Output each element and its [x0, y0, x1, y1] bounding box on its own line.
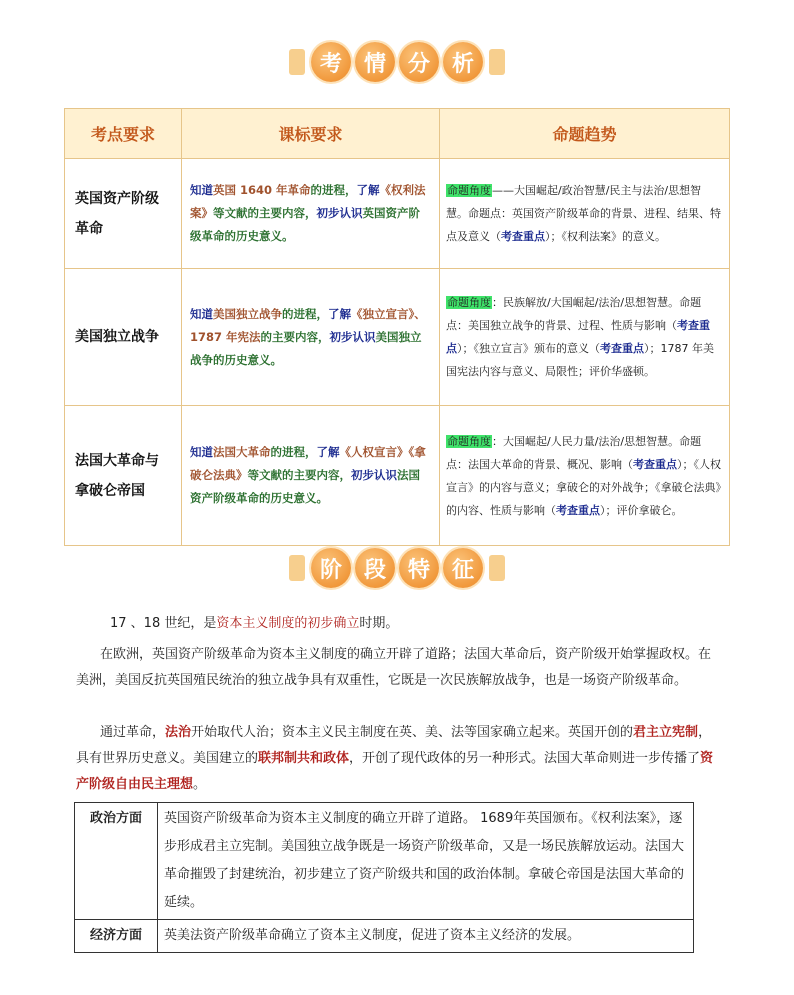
std-text: 了解 [316, 445, 340, 459]
key-point: 考查重点 [600, 342, 644, 355]
std-text: 了解 [356, 183, 380, 197]
row-body: 英国资产阶级革命为资本主义制度的确立开辟了道路。 1689年英国颁布。《权利法案》，逐步形成君主立宪制。美国独立战争既是一场资产阶级革命，又是一场民族解放运动。法国大革命摧毁了封建统治，初步建立了资产阶级共和国的政治体制。拿破仑帝国是法国大革命的延续。 [158, 803, 694, 920]
paragraph-1 [80, 611, 720, 637]
std-text: 知道 [190, 183, 213, 197]
text: 通过革命， [100, 725, 166, 740]
standard-cell [182, 269, 440, 406]
key-point: 考查重点 [556, 503, 600, 517]
std-text: 知道 [190, 445, 213, 459]
trend-text: ）；《独立宣言》颁布的意义（ [457, 342, 600, 355]
text: ，开创了现代政体的另一种形式。法国大革命则进一步传播了 [349, 751, 701, 766]
std-text: 知道 [190, 306, 213, 321]
banner-char: 分 [399, 42, 439, 82]
std-text: 等文献的主要内容， [247, 468, 351, 482]
trend-text: ：大国崛起/人民力量/法治/思想智慧。命题点：法国大革命的背景、概况、影响（ [446, 434, 702, 471]
key-point: 考查重点 [633, 457, 677, 471]
table-row [65, 159, 730, 269]
std-text: 等文献的主要内容， [213, 206, 317, 220]
std-text: 《权利法案》 [190, 183, 426, 220]
text: 。 [193, 777, 207, 792]
std-text: 了解 [328, 306, 351, 321]
std-text: 初步认识 [329, 329, 376, 344]
banner-char: 析 [443, 42, 483, 82]
banner-char: 阶 [311, 548, 351, 588]
section-banner-analysis [0, 37, 794, 87]
summary-table [74, 802, 694, 953]
topic-cell: 美国独立战争 [65, 269, 182, 406]
banner-decoration [489, 49, 505, 75]
trend-text: ）；1787 年美国宪法内容与意义、局限性；评价华盛顿。 [446, 342, 714, 378]
header-trend: 命题趋势 [440, 109, 730, 159]
std-text: 美国独立战争的历史意义。 [190, 329, 422, 367]
table-row [65, 269, 730, 406]
tag-highlight: 命题角度 [447, 434, 491, 448]
std-text: 《人权宣言》《拿破仑法典》 [190, 445, 426, 482]
banner-decoration [489, 555, 505, 581]
std-text: 法国资产阶级革命的历史意义。 [190, 468, 420, 505]
trend-cell [440, 269, 730, 406]
row-heading: 政治方面 [75, 803, 158, 920]
key-point: 考查重点 [501, 230, 545, 243]
banner-decoration [289, 49, 305, 75]
highlight-text: 联邦制共和政体 [258, 751, 350, 766]
banner-char: 特 [399, 548, 439, 588]
std-text: 的进程， [270, 445, 317, 459]
trend-text: ）；《权利法案》的意义。 [545, 230, 666, 243]
text: 开始取代人治；资本主义民主制度在英、美、法等国家确立起来。英国开创的 [191, 725, 634, 740]
std-text: 英国 1640 年革命 [213, 183, 311, 197]
std-text: 美国独立战争 [213, 306, 282, 321]
topic-cell: 法国大革命与拿破仑帝国 [65, 406, 182, 546]
table-row [75, 920, 694, 953]
standard-cell [182, 159, 440, 269]
std-text: 《独立宣言》、 1787 年宪法 [190, 306, 426, 344]
text: 17 、18 世纪，是 [110, 616, 217, 631]
tag-highlight: 命题角度 [447, 296, 491, 309]
banner-decoration [289, 555, 305, 581]
highlight-text: 资产阶级自由民主理想 [76, 751, 714, 792]
std-text: 初步认识 [351, 468, 397, 482]
table-header-row [65, 109, 730, 159]
key-point: 考查重点 [446, 319, 710, 355]
section-banner-stage [0, 543, 794, 593]
paragraph-3 [76, 720, 720, 798]
table-row [65, 406, 730, 546]
trend-text: ：民族解放/大国崛起/法治/思想智慧。命题点：美国独立战争的背景、过程、性质与影响（ [446, 296, 702, 332]
banner-char: 征 [443, 548, 483, 588]
std-text: 的主要内容， [260, 329, 330, 344]
text: ，具有世界历史意义。美国建立的 [76, 725, 712, 766]
banner-char: 情 [355, 42, 395, 82]
trend-text: ）；《人权宣言》的内容与意义；拿破仑的对外战争；《拿破仑法典》的内容、性质与影响（ [446, 457, 721, 517]
std-text: 初步认识 [316, 206, 363, 220]
trend-cell [440, 159, 730, 269]
highlight-text: 资本主义制度的初步确立 [216, 616, 360, 631]
trend-text: ）；评价拿破仑。 [600, 503, 683, 517]
header-standard: 课标要求 [182, 109, 440, 159]
tag-highlight: 命题角度 [447, 184, 491, 197]
std-text: 英国资产阶级革命的历史意义。 [190, 206, 420, 243]
highlight-text: 君主立宪制 [633, 725, 699, 740]
standard-cell [182, 406, 440, 546]
std-text: 的进程， [282, 306, 328, 321]
topic-cell: 英国资产阶级革命 [65, 159, 182, 269]
highlight-text: 法治 [165, 725, 192, 740]
row-body: 英美法资产阶级革命确立了资本主义制度，促进了资本主义经济的发展。 [158, 920, 694, 953]
std-text: 法国大革命 [213, 445, 271, 459]
table-row [75, 803, 694, 920]
text: 时期。 [359, 616, 399, 631]
trend-cell [440, 406, 730, 546]
banner-char: 段 [355, 548, 395, 588]
row-heading: 经济方面 [75, 920, 158, 953]
exam-analysis-table [64, 108, 730, 546]
std-text: 的进程， [310, 183, 357, 197]
paragraph-2: 在欧洲，英国资产阶级革命为资本主义制度的确立开辟了道路；法国大革命后，资产阶级开始掌握政权。在美洲，美国反抗英国殖民统治的独立战争具有双重性，它既是一次民族解放战争，也是一场资产阶级革命。 [76, 647, 712, 688]
header-topic: 考点要求 [65, 109, 182, 159]
trend-text: ——大国崛起/政治智慧/民主与法治/思想智慧。命题点：英国资产阶级革命的背景、进程、结果、特点及意义（ [446, 184, 721, 243]
banner-char: 考 [311, 42, 351, 82]
